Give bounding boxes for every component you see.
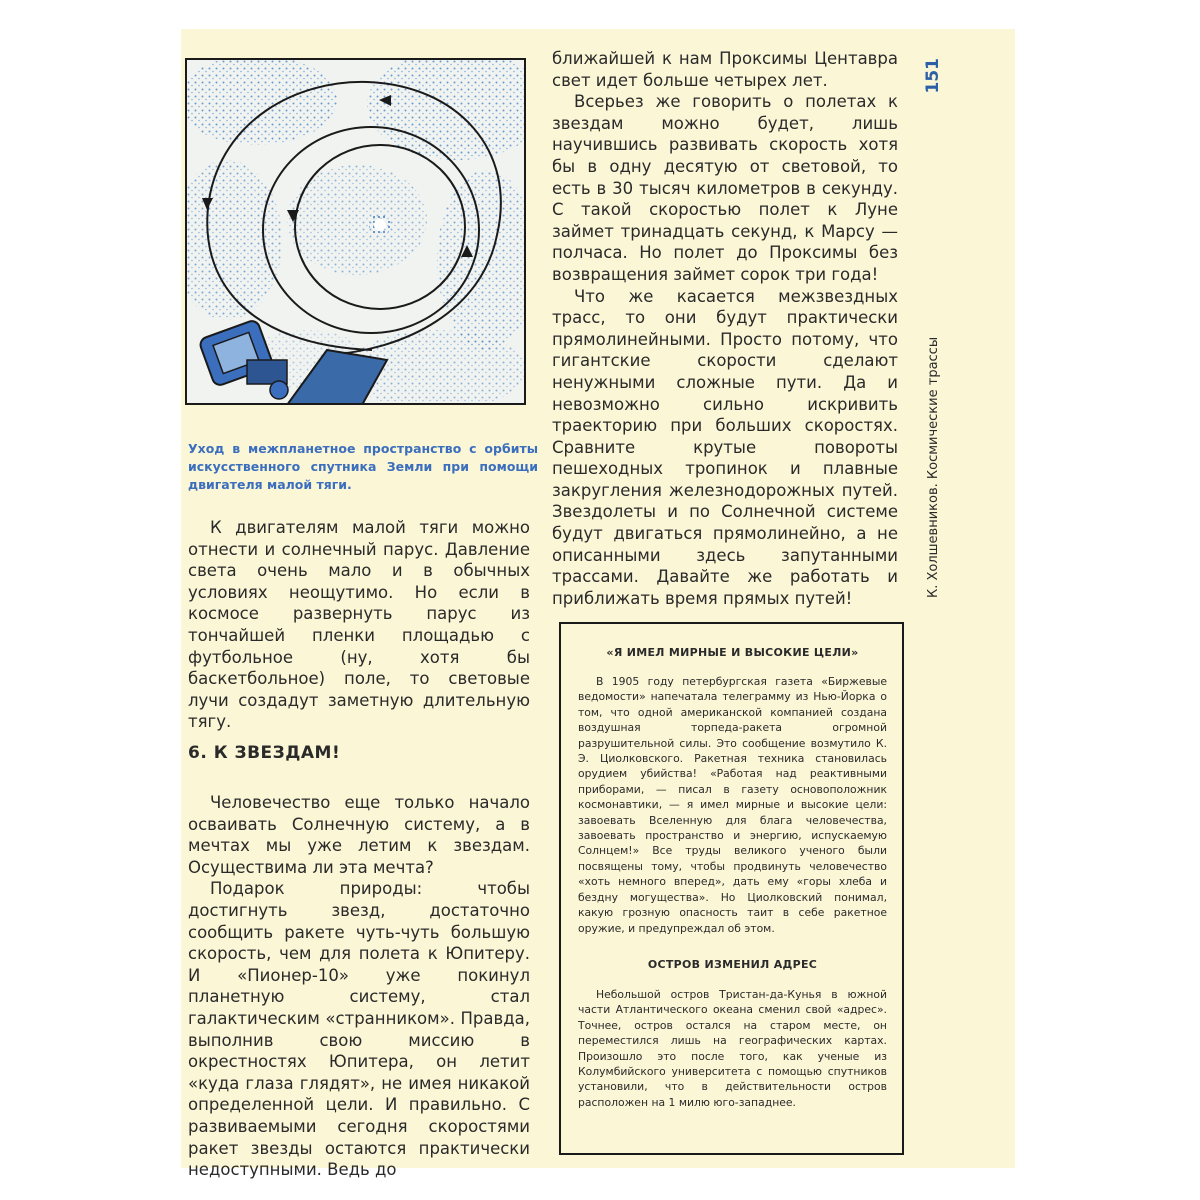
inset-box xyxy=(559,622,904,1155)
section-heading: 6. К ЗВЕЗДАМ! xyxy=(188,743,341,763)
orbit-diagram xyxy=(187,60,524,403)
paragraph: Подарок природы: чтобы достигнуть звезд, достаточно сообщить ракете чуть-чуть большую скорость, чем для полета к Юпитеру. И «Пионер-10» уже покинул планетную систему, стал галактическим «странником». Правда, выполнив свою миссию в окрестностях Юпитера, он летит «куда глаза глядят», не имея никакой определенной цели. И правильно. С развиваемыми сегодня скоростями ракет звезды остаются практически недоступными. Ведь до xyxy=(188,879,530,1180)
inset-text-2: Небольшой остров Тристан-да-Кунья в южной части Атлантического океана сменил свой «адрес». Точнее, остров остался на старом месте, он переместился лишь на географических картах. Произошло это после того, как ученые из Колумбийского университета с помощью спутников установили, что в действительности остров расположен на 1 милю юго-западнее. xyxy=(578,987,887,1109)
running-head xyxy=(908,58,960,598)
orbit-illustration xyxy=(185,58,526,405)
inset-title-2: ОСТРОВ ИЗМЕНИЛ АДРЕС xyxy=(647,957,818,971)
figure-caption: Уход в межпланетное пространство с орбиты искусственного спутника Земли при помощи двигателя малой тяги. xyxy=(188,441,538,492)
paragraph: Что же касается межзвездных трасс, то они будут практически прямолинейными. Просто потому, что гигантские скорости сделают ненужными сложные пути. Да и невозможно сильно искривить траекторию при больших скоростях. Сравните крутые повороты пешеходных тропинок и плавные закругления железнодорожных путей. Звездолеты и по Солнечной системе будут двигаться прямолинейно, а не описанными здесь запутанными трассами. Давайте же работать и приближать время прямых путей! xyxy=(552,286,898,608)
page-number: 151 xyxy=(923,58,943,94)
running-head-title: К. Холшевников. Космические трассы xyxy=(925,336,941,598)
inset-text-1: В 1905 году петербургская газета «Биржевые ведомости» напечатала телеграмму из Нью-Йорка о том, что одной американской компанией создана воздушная торпеда-ракета огромной разрушительной силы. Это сообщение возмутило К. Э. Циолковского. Ракетная техника становилась орудием убийства! «Работая над реактивными приборами, — писал в газету основоположник космонавтики, — я имел мирные и высокие цели: завоевать Вселенную для блага человечества, завоевать пространство и энергию, испускаемую Солнцем!» Все труды великого ученого были посвящены тому, чтобы продвинуть человечество «хоть немного вперед», дать ему «горы хлеба и бездну могущества». Но Циолковский понимал, какую грозную опасность таит в себе ракетное оружие, и предупреждал об этом. xyxy=(578,675,887,935)
left-column-bottom xyxy=(188,792,530,1181)
inset-title-1: «Я ИМЕЛ МИРНЫЕ И ВЫСОКИЕ ЦЕЛИ» xyxy=(606,646,859,659)
left-column-top xyxy=(188,517,530,733)
paragraph-continued: ближайшей к нам Проксимы Центавра свет идет больше четырех лет. xyxy=(552,49,898,90)
paragraph: Всерьез же говорить о полетах к звездам можно будет, лишь научившись развивать скорость хотя бы в одну десятую от световой, то есть в 30 тысяч километров в секунду. С такой скоростью полет к Луне займет тринадцать секунд, к Марсу — полчаса. Но полет до Проксимы без возвращения займет сорок три года! xyxy=(552,92,898,284)
paragraph: Человечество еще только начало осваивать Солнечную систему, а в мечтах мы уже летим к звездам. Осуществима ли эта мечта? xyxy=(188,793,530,877)
right-column xyxy=(552,48,898,609)
paragraph: К двигателям малой тяги можно отнести и солнечный парус. Давление света очень мало и в обычных условиях неощутимо. Но если в космосе развернуть парус из тончайшей пленки площадью с футбольное (ну, хотя бы баскетбольное) поле, то световые лучи создадут заметную длительную тягу. xyxy=(188,518,530,732)
